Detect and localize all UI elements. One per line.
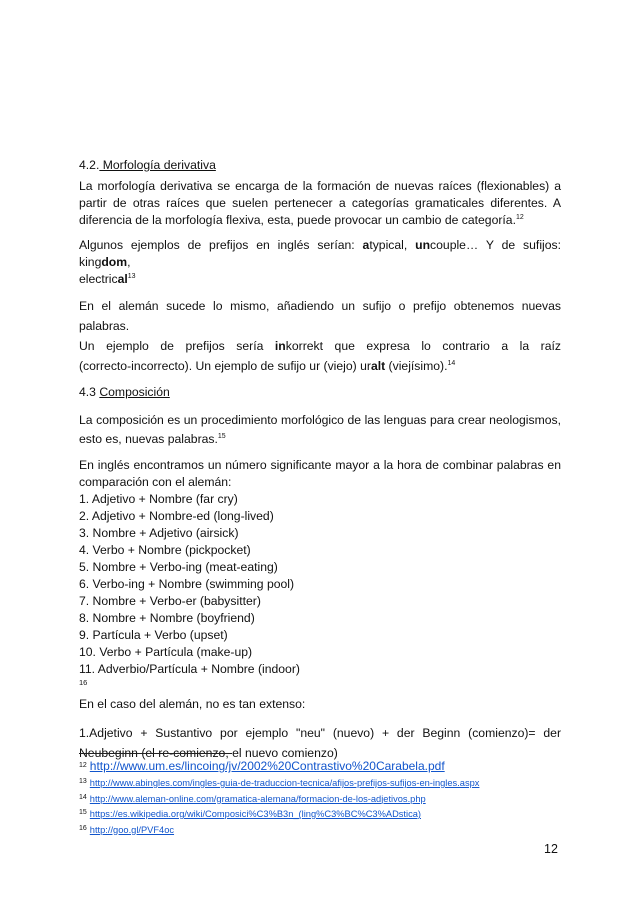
bold-affix: al (117, 272, 128, 286)
footnote (79, 757, 561, 775)
footnote-ref: 12 (515, 214, 524, 221)
list-item: 2. Adjetivo + Nombre-ed (long-lived) (79, 509, 274, 523)
footnote-ref-16: 16 (79, 678, 88, 687)
footnote-link[interactable]: http://goo.gl/PVF4oc (89, 824, 175, 835)
footnote-ref: 14 (447, 360, 456, 367)
text: Algunos ejemplos de prefijos en inglés serían: (79, 238, 363, 252)
list-item: 3. Nombre + Adjetivo (airsick) (79, 526, 239, 540)
document-body (79, 157, 561, 771)
paragraph-examples (79, 237, 561, 288)
footnote-number: 12 (79, 762, 87, 769)
text: couple… Y de sufijos: king (79, 238, 561, 269)
bold-affix: un (415, 238, 431, 252)
list-item: 9. Partícula + Verbo (upset) (79, 628, 228, 642)
paragraph-text: La morfología derivativa se encarga de la formación de nuevas raíces (flexionables) a partir de otras raíces que suelen pertenecer a categorías gramaticales diferentes. A diferencia de la morfología flexiva, esta, puede provocar un cambio de categoría. (79, 179, 561, 227)
list-item: 1. Adjetivo + Nombre (far cry) (79, 492, 238, 506)
section-4-3 (79, 384, 561, 401)
text: electric (79, 272, 118, 286)
paragraph-text: La composición es un procedimiento morfológico de las lenguas para crear neologismos, esto es, nuevas palabras. (79, 413, 561, 446)
text-line: En el alemán sucede lo mismo, añadiendo un sufijo o prefijo obtenemos nuevas palabras. (79, 299, 561, 333)
section-number: 4.3 (79, 385, 100, 399)
text: (correcto-incorrecto). Un ejemplo de sufijo ur (viejo) ur (79, 359, 371, 373)
compound-list (79, 491, 561, 678)
text: typical, (369, 238, 416, 252)
list-item: 4. Verbo + Nombre (pickpocket) (79, 543, 251, 557)
section-4-2 (79, 157, 561, 174)
text: korrekt que expresa lo contrario a la raíz (285, 339, 561, 353)
paragraph-text: 1.Adjetivo + Sustantivo por ejemplo "neu" (nuevo) + der Beginn (comienzo)= der Neubeginn (el re-comienzo, el nuevo comienzo) (79, 726, 561, 760)
footnote (79, 791, 561, 807)
section-number: 4.2. (79, 158, 100, 172)
list-item: 6. Verbo-ing + Nombre (swimming pool) (79, 577, 295, 591)
text: (viejísimo). (385, 359, 448, 373)
paragraph-aleman (79, 296, 561, 376)
paragraph-text: En el caso del alemán, no es tan extenso: (79, 697, 306, 711)
paragraph-derivativa (79, 178, 561, 229)
footnote (79, 775, 561, 791)
paragraph-text: En inglés encontramos un número significante mayor a la hora de combinar palabras en comparación con el alemán: (79, 458, 561, 489)
section-title: Morfología derivativa (99, 158, 216, 172)
list-item: 11. Adverbio/Partícula + Nombre (indoor) (79, 662, 300, 676)
footnote-link[interactable]: http://www.abingles.com/ingles-guia-de-traduccion-tecnica/afijos-prefijos-sufijos-en-ingles.aspx (89, 778, 480, 788)
bold-affix: alt (370, 359, 386, 373)
list-item: 5. Nombre + Verbo-ing (meat-eating) (79, 560, 278, 574)
list-item: 8. Nombre + Nombre (boyfriend) (79, 611, 255, 625)
list-item: 7. Nombre + Verbo-er (babysitter) (79, 594, 261, 608)
bold-affix: a (362, 238, 370, 252)
footnote-link[interactable]: http://www.um.es/lincoing/jv/2002%20Contrastivo%20Carabela.pdf (89, 759, 445, 773)
footnote (79, 822, 561, 838)
text: , (127, 255, 131, 269)
footnotes (79, 757, 561, 837)
footnote-divider (79, 753, 232, 754)
section-title: Composición (99, 385, 170, 399)
text: Un ejemplo de prefijos sería (79, 339, 275, 353)
bold-affix: dom (101, 255, 128, 269)
page-number: 12 (544, 842, 558, 856)
paragraph-aleman-extenso (79, 696, 561, 713)
footnote-ref: 15 (217, 433, 226, 440)
list-item: 10. Verbo + Partícula (make-up) (79, 645, 253, 659)
paragraph-ingles (79, 457, 561, 491)
footnote (79, 806, 561, 822)
footnote-number: 16 (79, 824, 87, 832)
footnote-number: 15 (79, 809, 87, 816)
footnote-number: 13 (79, 778, 87, 785)
text-line (79, 336, 561, 356)
footnote-ref: 13 (127, 273, 136, 280)
bold-affix: in (274, 339, 286, 353)
examples-line (79, 237, 561, 271)
footnote-number: 14 (79, 793, 87, 801)
footnote-link[interactable]: http://www.aleman-online.com/gramatica-alemana/formacion-de-los-adjetivos.php (89, 793, 426, 804)
footnote-link[interactable]: https://es.wikipedia.org/wiki/Composici%C3%B3n_(ling%C3%BC%C3%ADstica) (89, 809, 421, 819)
paragraph-composicion (79, 411, 561, 449)
